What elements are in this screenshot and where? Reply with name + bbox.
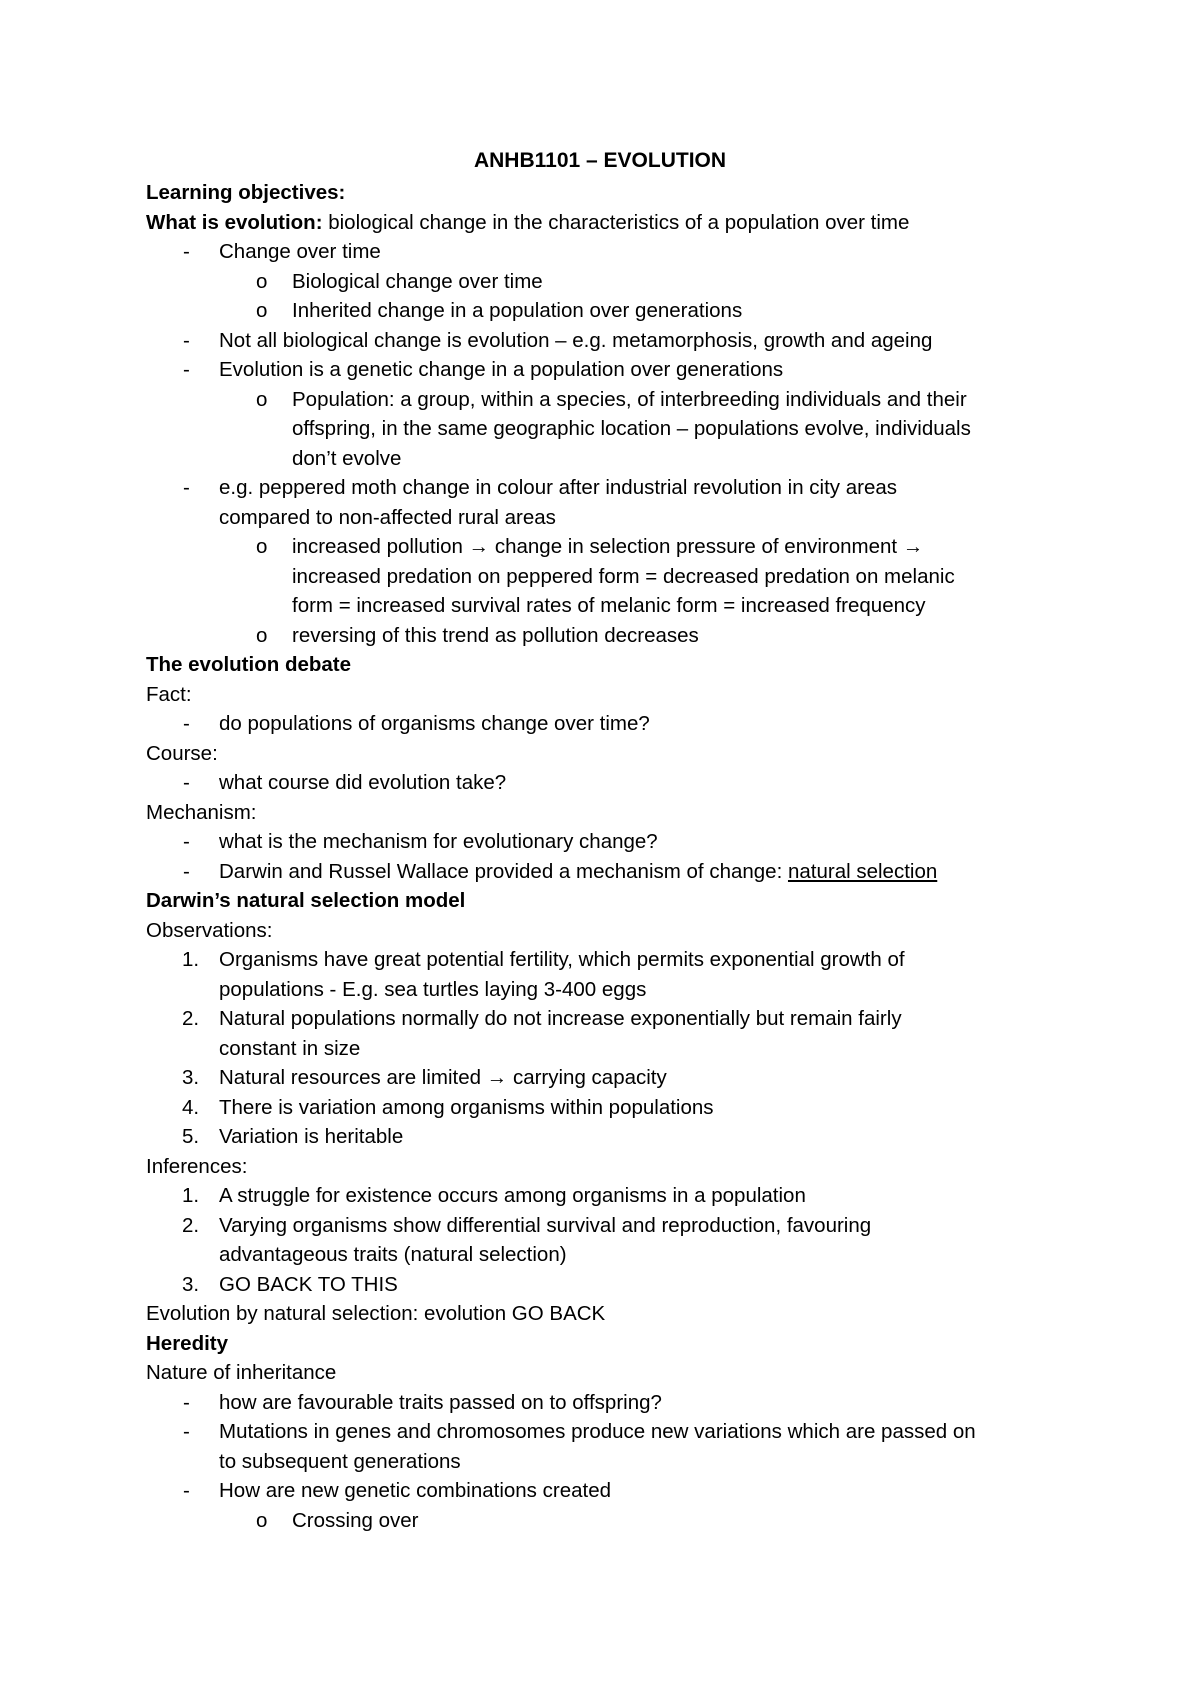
list-item-continuation: to subsequent generations: [219, 1449, 461, 1473]
inferences-label: Inferences:: [146, 1154, 248, 1178]
model-heading: Darwin’s natural selection model: [146, 889, 466, 912]
list-item: 3. GO BACK TO THIS: [146, 1270, 1050, 1300]
list-item: o Crossing over: [146, 1506, 1050, 1536]
observations-label: Observations:: [146, 918, 273, 942]
natural-selection-underlined: natural selection: [787, 859, 938, 883]
list-item: 3. Natural resources are limited → carrying capacity: [146, 1063, 1050, 1093]
list-item: - what is the mechanism for evolutionary change?: [146, 827, 1050, 857]
circle-bullet: o: [256, 387, 268, 411]
document-title: ANHB1101 – EVOLUTION: [473, 149, 727, 172]
nature-label: Nature of inheritance: [146, 1361, 337, 1384]
number-marker: 1.: [182, 1184, 200, 1207]
list-item-continuation: advantageous traits (natural selection): [219, 1243, 567, 1266]
list-item: - e.g. peppered moth change in colour after industrial revolution in city areas: [146, 473, 1050, 503]
circle-bullet: o: [256, 535, 268, 558]
list-item: - How are new genetic combinations created: [146, 1476, 1050, 1506]
list-item: o increased pollution → change in selection pressure of environment →: [146, 532, 1050, 562]
list-item: - how are favourable traits passed on to offspring?: [146, 1388, 1050, 1418]
number-marker: 3.: [182, 1272, 200, 1296]
list-item: o Biological change over time: [146, 267, 1050, 297]
list-item: o reversing of this trend as pollution decreases: [146, 621, 1050, 651]
list-item: 4. There is variation among organisms within populations: [146, 1093, 1050, 1123]
number-marker: 2.: [182, 1007, 200, 1030]
dash-bullet: -: [183, 1390, 190, 1414]
mechanism-label: Mechanism:: [146, 800, 257, 824]
list-item-continuation: populations - E.g. sea turtles laying 3-400 eggs: [219, 977, 647, 1001]
dash-bullet: -: [183, 476, 190, 499]
what-label: What is evolution:: [146, 210, 323, 234]
list-item-continuation: compared to non-affected rural areas: [219, 505, 556, 529]
dash-bullet: -: [183, 240, 190, 263]
arrow-icon: →: [902, 535, 924, 558]
arrow-icon: →: [468, 535, 490, 558]
list-item: 2. Natural populations normally do not increase exponentially but remain fairly: [146, 1004, 1050, 1034]
circle-bullet: o: [256, 299, 268, 322]
list-item: - do populations of organisms change over time?: [146, 709, 1050, 739]
heredity-heading: Heredity: [146, 1331, 229, 1355]
circle-bullet: o: [256, 623, 268, 647]
dash-bullet: -: [183, 328, 190, 352]
list-item: - what course did evolution take?: [146, 768, 1050, 798]
list-item: o Population: a group, within a species, of interbreeding individuals and their: [146, 385, 1050, 415]
dash-bullet: -: [183, 1420, 190, 1443]
dash-bullet: -: [183, 1479, 190, 1502]
list-item: 5. Variation is heritable: [146, 1122, 1050, 1152]
notes-body: [146, 178, 1050, 1535]
list-item: - Evolution is a genetic change in a population over generations: [146, 355, 1050, 385]
list-item: o Inherited change in a population over generations: [146, 296, 1050, 326]
dash-bullet: -: [183, 859, 190, 883]
dash-bullet: -: [183, 830, 190, 853]
list-item-continuation: don’t evolve: [292, 446, 402, 470]
list-item: - Not all biological change is evolution – e.g. metamorphosis, growth and ageing: [146, 326, 1050, 356]
list-item: 1. Organisms have great potential fertility, which permits exponential growth of: [146, 945, 1050, 975]
list-item-continuation: form = increased survival rates of melanic form = increased frequency: [292, 594, 926, 617]
course-label: Course:: [146, 741, 218, 765]
dash-bullet: -: [183, 712, 190, 735]
what-is-evolution-line: [146, 208, 1050, 238]
evolution-by-ns-line: Evolution by natural selection: evolution GO BACK: [146, 1302, 606, 1325]
dash-bullet: -: [183, 771, 190, 794]
number-marker: 2.: [182, 1213, 200, 1237]
debate-heading: The evolution debate: [146, 653, 352, 676]
list-item-continuation: increased predation on peppered form = decreased predation on melanic: [292, 564, 955, 588]
dash-bullet: -: [183, 358, 190, 381]
list-item-continuation: offspring, in the same geographic location – populations evolve, individuals: [292, 417, 971, 440]
list-item: - Darwin and Russel Wallace provided a mechanism of change: natural selection: [146, 857, 1050, 887]
list-item-continuation: constant in size: [219, 1036, 361, 1060]
circle-bullet: o: [256, 1508, 268, 1532]
list-item: - Change over time: [146, 237, 1050, 267]
list-item: 1. A struggle for existence occurs among organisms in a population: [146, 1181, 1050, 1211]
number-marker: 4.: [182, 1095, 200, 1119]
number-marker: 3.: [182, 1066, 200, 1089]
number-marker: 5.: [182, 1125, 200, 1148]
list-item: - Mutations in genes and chromosomes produce new variations which are passed on: [146, 1417, 1050, 1447]
number-marker: 1.: [182, 948, 200, 971]
objectives-heading: Learning objectives:: [146, 181, 346, 204]
arrow-icon: →: [486, 1066, 508, 1089]
circle-bullet: o: [256, 269, 268, 293]
fact-label: Fact:: [146, 682, 192, 706]
list-item: 2. Varying organisms show differential survival and reproduction, favouring: [146, 1211, 1050, 1241]
what-text: biological change in the characteristics of a population over time: [322, 210, 910, 234]
